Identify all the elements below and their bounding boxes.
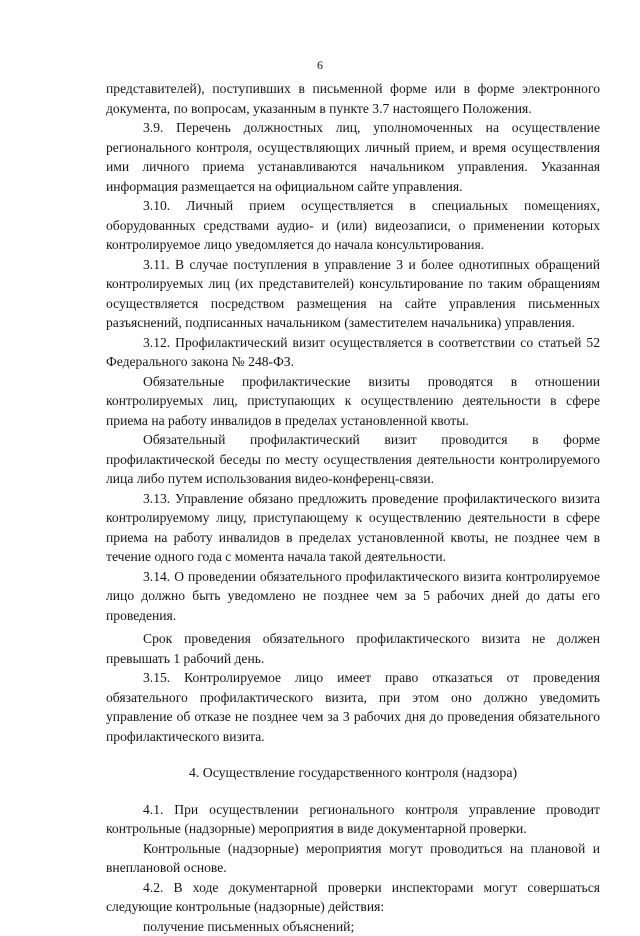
paragraph-3-12: 3.12. Профилактический визит осуществляется в соответствии со статьей 52 Федерального закона № 248-ФЗ. xyxy=(106,333,600,372)
page-number: 6 xyxy=(0,58,640,73)
paragraph-3-11: 3.11. В случае поступления в управление 3 и более однотипных обращений контролируемых лиц (их представителей) консультирование по таким обращениям осуществляется посредством размещения на сайте управления письменных разъяснений, подписанных начальником (заместителем начальника) управления. xyxy=(106,255,600,333)
paragraph-4-1: 4.1. При осуществлении регионального контроля управление проводит контрольные (надзорные) мероприятия в виде документарной проверки. xyxy=(106,800,600,839)
document-body xyxy=(106,79,600,936)
paragraph-3-15: 3.15. Контролируемое лицо имеет право отказаться от проведения обязательного профилактического визита, при этом оно должно уведомить управление об отказе не позднее чем за 3 рабочих дня до проведения обязательного профилактического визита. xyxy=(106,668,600,746)
list-item-written-explanations: получение письменных объяснений; xyxy=(106,917,600,936)
paragraph-continuation: представителей), поступивших в письменной форме или в форме электронного документа, по вопросам, указанным в пункте 3.7 настоящего Положения. xyxy=(106,79,600,118)
paragraph-3-14: 3.14. О проведении обязательного профилактического визита контролируемое лицо должно быть уведомлено не позднее чем за 5 рабочих дней до даты его проведения. xyxy=(106,567,600,626)
paragraph-3-13: 3.13. Управление обязано предложить проведение профилактического визита контролируемому лицу, приступающему к осуществлению деятельности в сфере приема на работу инвалидов в пределах установленной квоты, не позднее чем в течение одного года с момента начала такой деятельности. xyxy=(106,489,600,567)
paragraph-3-9: 3.9. Перечень должностных лиц, уполномоченных на осуществление регионального контроля, осуществляющих личный прием, и время осуществления ими личного приема устанавливаются начальником управления. Указанная информация размещается на официальном сайте управления. xyxy=(106,118,600,196)
paragraph-mandatory-visits: Обязательные профилактические визиты проводятся в отношении контролируемых лиц, приступающих к осуществлению деятельности в сфере приема на работу инвалидов в пределах установленной квоты. xyxy=(106,372,600,431)
paragraph-3-10: 3.10. Личный прием осуществляется в специальных помещениях, оборудованных средствами аудио- и (или) видеозаписи, о применении которых контролируемое лицо уведомляется до начала консультирования. xyxy=(106,196,600,255)
paragraph-control-events: Контрольные (надзорные) мероприятия могут проводиться на плановой и внеплановой основе. xyxy=(106,839,600,878)
section-4-heading: 4. Осуществление государственного контроля (надзора) xyxy=(106,763,600,783)
paragraph-visit-form: Обязательный профилактический визит проводится в форме профилактической беседы по месту осуществления деятельности контролируемого лица либо путем использования видео-конференц-связи. xyxy=(106,430,600,489)
paragraph-visit-duration: Срок проведения обязательного профилактического визита не должен превышать 1 рабочий день. xyxy=(106,629,600,668)
paragraph-4-2: 4.2. В ходе документарной проверки инспекторами могут совершаться следующие контрольные (надзорные) действия: xyxy=(106,878,600,917)
